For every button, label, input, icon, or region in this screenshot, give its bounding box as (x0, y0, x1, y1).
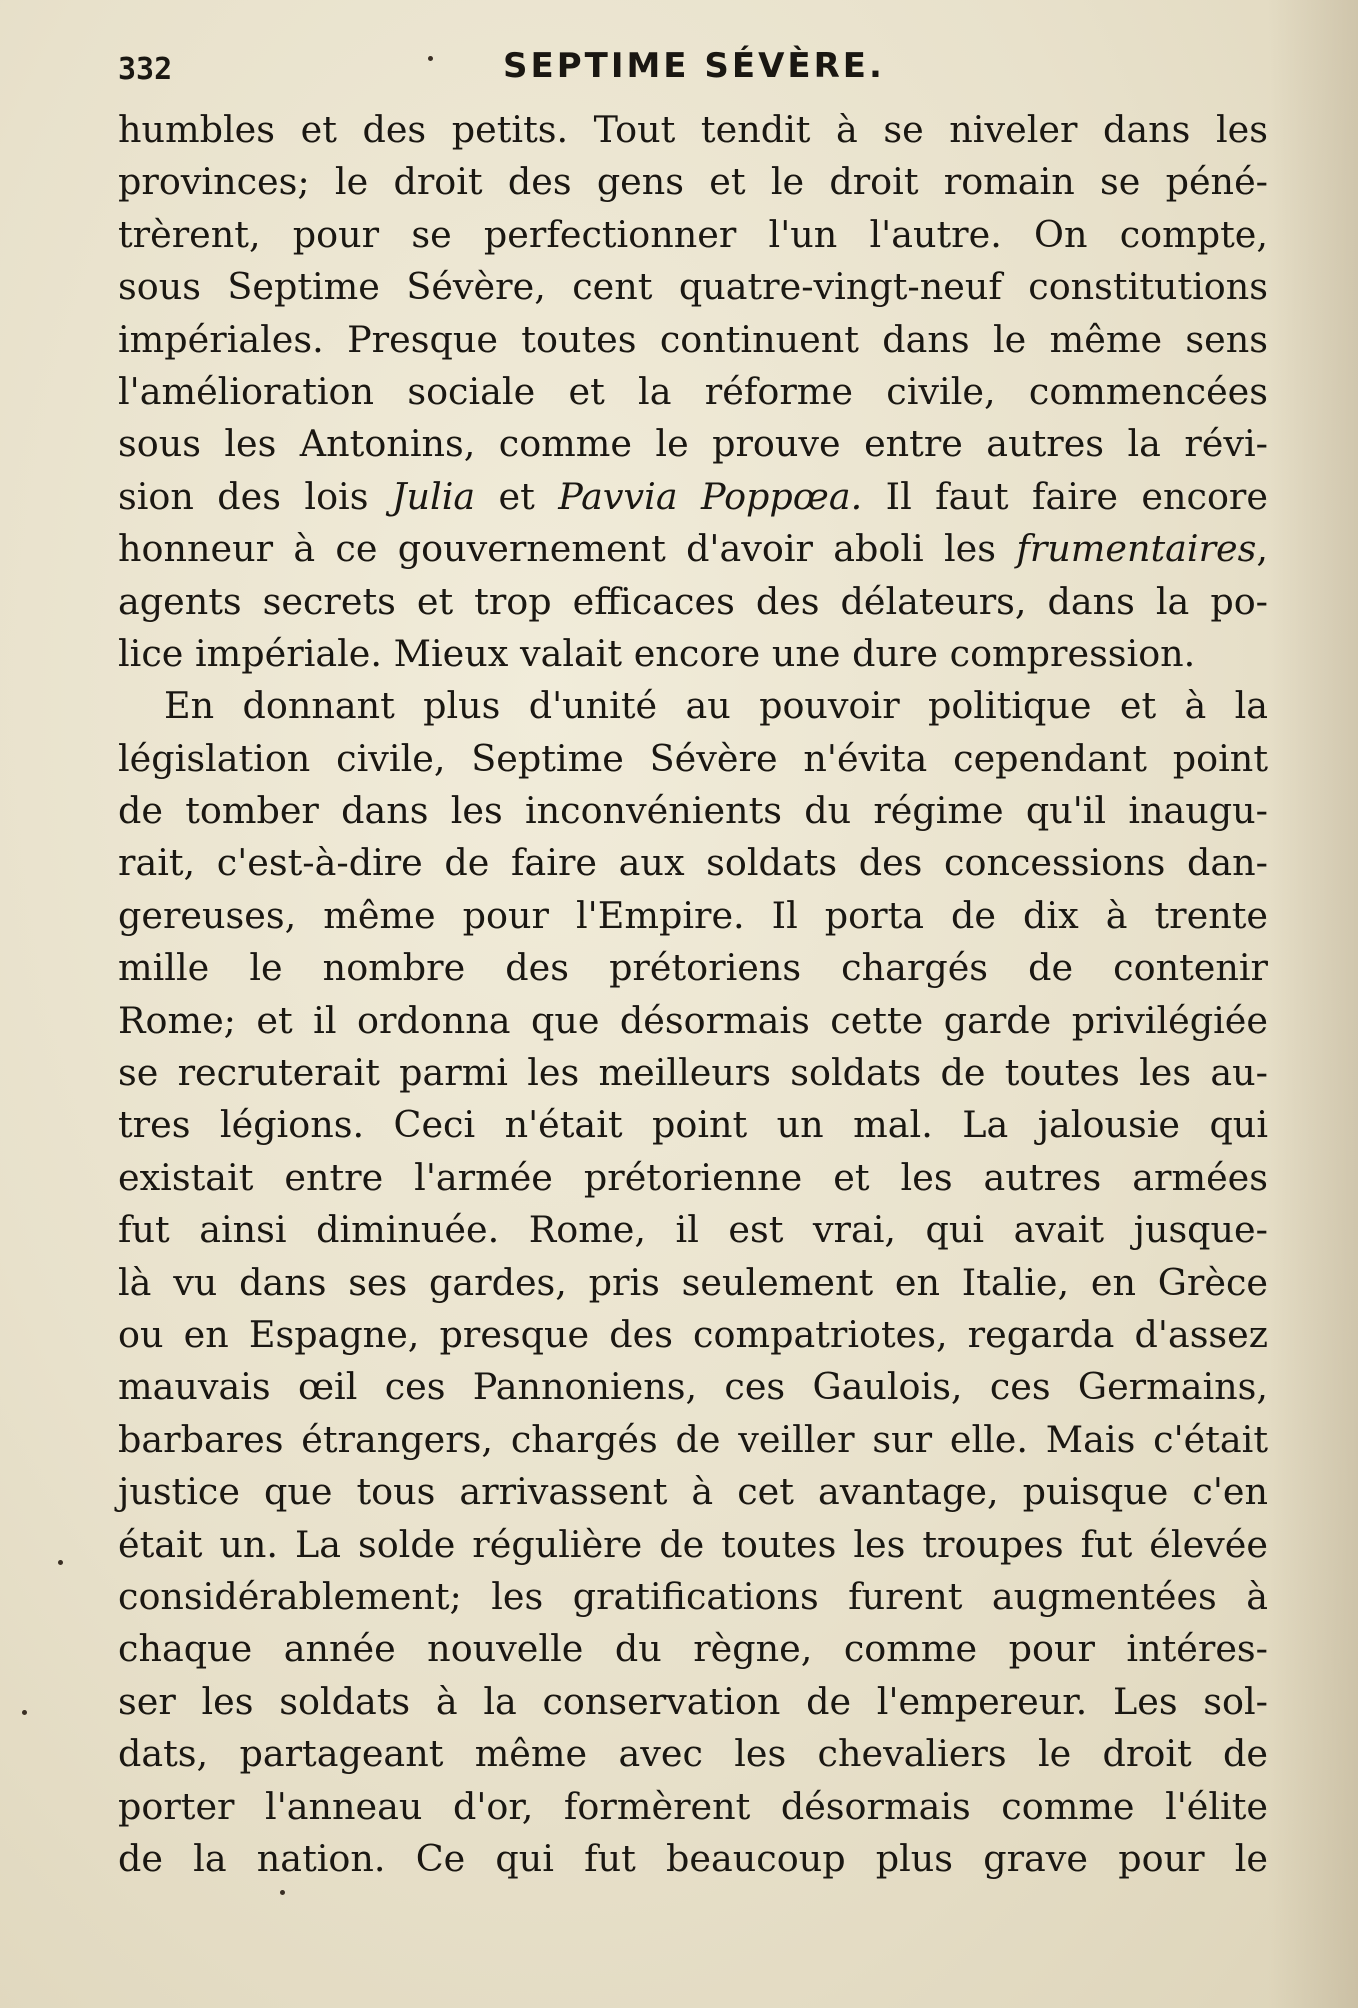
italic-law-name: Julia (391, 474, 476, 518)
text-line: justice que tous arrivassent à cet avantage, puisque c'en (118, 1470, 1268, 1514)
text-line: impériales. Presque toutes continuent dans le même sens (118, 317, 1268, 361)
text-line-with-italics (118, 523, 1268, 575)
text-fragment: Il faut faire encore (862, 474, 1268, 518)
page-number: 332 (118, 52, 173, 87)
text-line: humbles et des petits. Tout tendit à se niveler dans les (118, 108, 1268, 151)
ink-speck (280, 1890, 285, 1895)
text-line: agents secrets et trop efficaces des délateurs, dans la po- (118, 579, 1268, 623)
text-line: là vu dans ses gardes, pris seulement en Italie, en Grèce (118, 1260, 1268, 1304)
text-line: l'amélioration sociale et la réforme civile, commencées (118, 369, 1268, 413)
text-fragment: sion des lois (118, 474, 392, 518)
text-line: existait entre l'armée prétorienne et les autres armées (118, 1155, 1268, 1199)
ink-speck (22, 1710, 27, 1715)
text-line: mauvais œil ces Pannoniens, ces Gaulois, ces Germains, (118, 1365, 1268, 1409)
text-line: tres légions. Ceci n'était point un mal. La jalousie qui (118, 1103, 1268, 1147)
text-line: dats, partageant même avec les chevaliers le droit de (118, 1732, 1268, 1776)
text-line: de la nation. Ce qui fut beaucoup plus grave pour le (118, 1836, 1268, 1880)
paragraph-start-line: En donnant plus d'unité au pouvoir politique et à la (164, 684, 1268, 728)
text-line: législation civile, Septime Sévère n'évita cependant point (118, 736, 1268, 780)
italic-term: frumentaires (1016, 527, 1257, 571)
text-line: fut ainsi diminuée. Rome, il est vrai, qui avait jusque- (118, 1208, 1268, 1252)
text-line: sous les Antonins, comme le prouve entre autres la révi- (118, 422, 1268, 466)
text-line: porter l'anneau d'or, formèrent désormais comme l'élite (118, 1784, 1268, 1828)
text-line: barbares étrangers, chargés de veiller sur elle. Mais c'était (118, 1417, 1268, 1461)
text-line: considérablement; les gratifications furent augmentées à (118, 1574, 1268, 1618)
text-line: ser les soldats à la conservation de l'empereur. Les sol- (118, 1679, 1268, 1723)
text-fragment: honneur à ce gouvernement d'avoir aboli les (118, 527, 1017, 571)
text-line-with-italics (118, 471, 1268, 523)
italic-law-name: Pavvia Poppœa. (558, 474, 863, 518)
chapter-title: SEPTIME SÉVÈRE. (503, 46, 885, 86)
text-line: ou en Espagne, presque des compatriotes, regarda d'assez (118, 1312, 1268, 1356)
text-line: était un. La solde régulière de toutes les troupes fut élevée (118, 1522, 1268, 1566)
ink-speck (428, 56, 433, 61)
text-line: chaque année nouvelle du règne, comme pour intéres- (118, 1627, 1268, 1671)
text-line: provinces; le droit des gens et le droit romain se péné- (118, 160, 1268, 204)
text-line: rait, c'est-à-dire de faire aux soldats des concessions dan- (118, 841, 1268, 885)
text-line: Rome; et il ordonna que désormais cette garde privilégiée (118, 998, 1268, 1042)
text-line: mille le nombre des prétoriens chargés de contenir (118, 946, 1268, 990)
text-fragment: et (475, 474, 559, 518)
ink-speck (58, 1560, 63, 1565)
text-line: de tomber dans les inconvénients du régime qu'il inaugu- (118, 789, 1268, 833)
text-line: trèrent, pour se perfectionner l'un l'autre. On compte, (118, 212, 1268, 256)
text-fragment: , (1256, 527, 1268, 571)
text-line: se recruterait parmi les meilleurs soldats de toutes les au- (118, 1051, 1268, 1095)
body-text (118, 104, 1268, 1885)
paragraph-end-line: lice impériale. Mieux valait encore une dure compression. (118, 631, 1196, 675)
text-line: sous Septime Sévère, cent quatre-vingt-neuf constitutions (118, 265, 1268, 309)
text-line: gereuses, même pour l'Empire. Il porta de dix à trente (118, 893, 1268, 937)
running-head (118, 44, 1258, 94)
